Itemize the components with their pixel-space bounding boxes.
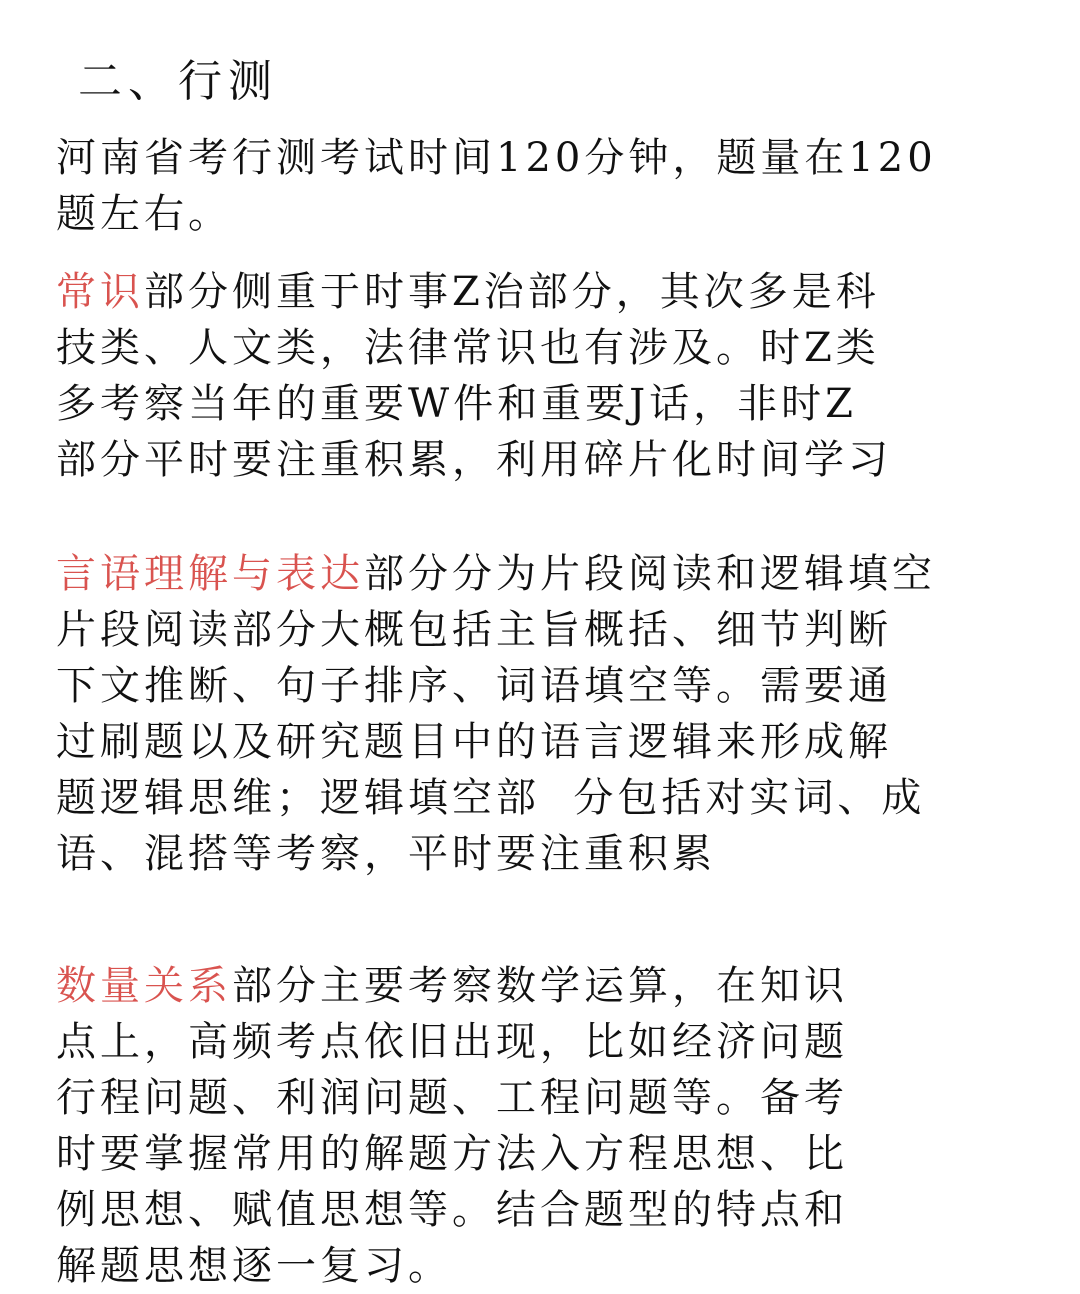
shuliang-highlight: 数量关系 [56, 963, 232, 1009]
changshi-line-text: 部分侧重于时事Z治部分，其次多是科 [144, 269, 880, 315]
shuliang-paragraph [56, 958, 848, 1294]
shuliang-line: 点上，高频考点依旧出现，比如经济问题 [56, 1019, 848, 1065]
yanyu-line [56, 546, 936, 602]
shuliang-line [56, 958, 848, 1014]
yanyu-line: 片段阅读部分大概包括主旨概括、细节判断 [56, 607, 892, 653]
shuliang-line-text: 部分主要考察数学运算，在知识 [232, 963, 848, 1009]
yanyu-line-text: 部分分为片段阅读和逻辑填空 [364, 551, 936, 597]
yanyu-line: 下文推断、句子排序、词语填空等。需要通 [56, 663, 892, 709]
intro-paragraph [56, 130, 937, 242]
changshi-line [56, 264, 892, 320]
yanyu-highlight: 言语理解与表达 [56, 551, 364, 597]
intro-line: 河南省考行测考试时间120分钟，题量在120 [56, 135, 937, 181]
changshi-highlight: 常识 [56, 269, 144, 315]
yanyu-line: 过刷题以及研究题目中的语言逻辑来形成解 [56, 719, 892, 765]
changshi-line: 技类、人文类，法律常识也有涉及。时Z类 [56, 325, 880, 371]
shuliang-line: 例思想、赋值思想等。结合题型的特点和 [56, 1187, 848, 1233]
yanyu-line: 语、混搭等考察，平时要注重积累 [56, 831, 716, 877]
yanyu-line: 题逻辑思维；逻辑填空部 分包括对实词、成 [56, 775, 926, 821]
yanyu-paragraph [56, 546, 936, 882]
changshi-line: 多考察当年的重要W件和重要J话，非时Z [56, 381, 857, 427]
changshi-line: 部分平时要注重积累，利用碎片化时间学习 [56, 437, 892, 483]
shuliang-line: 行程问题、利润问题、工程问题等。备考 [56, 1075, 848, 1121]
section-heading: 二、行测 [78, 56, 278, 107]
shuliang-line: 时要掌握常用的解题方法入方程思想、比 [56, 1131, 848, 1177]
shuliang-line: 解题思想逐一复习。 [56, 1243, 452, 1289]
changshi-paragraph [56, 264, 892, 488]
intro-line: 题左右。 [56, 191, 232, 237]
